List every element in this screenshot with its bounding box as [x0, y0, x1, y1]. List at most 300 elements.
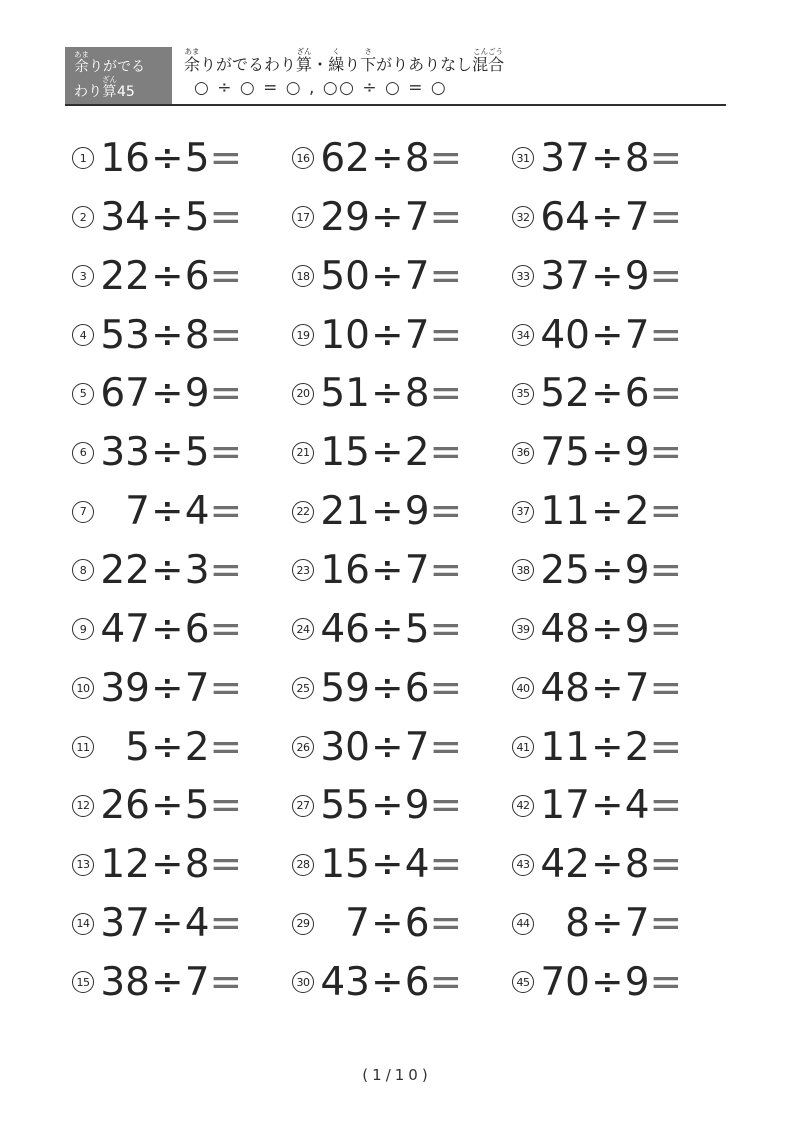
divisor: 2 — [624, 724, 650, 770]
dividend: 25 — [540, 547, 590, 593]
problem-number-badge: 41 — [512, 736, 534, 758]
equals-sign: = — [429, 901, 463, 947]
division-expression — [100, 547, 243, 593]
problem-row — [292, 541, 504, 600]
dividend: 59 — [320, 665, 370, 711]
divisor: 6 — [404, 901, 430, 947]
dividend: 11 — [540, 489, 590, 535]
problem-number-badge: 15 — [72, 971, 94, 993]
problem-row — [512, 541, 724, 600]
equals-sign: = — [649, 606, 683, 652]
division-expression — [540, 724, 683, 770]
divide-sign-icon: ÷ — [151, 371, 184, 417]
divisor: 9 — [624, 547, 650, 593]
division-expression — [320, 312, 463, 358]
division-expression — [540, 194, 683, 240]
problem-row — [512, 953, 724, 1012]
problem-row — [512, 188, 724, 247]
problem-row — [72, 659, 284, 718]
divide-sign-icon: ÷ — [151, 842, 184, 888]
dividend: 26 — [100, 783, 150, 829]
division-expression — [320, 783, 463, 829]
divide-sign-icon: ÷ — [591, 371, 624, 417]
dividend: 16 — [320, 547, 370, 593]
equals-sign: = — [649, 489, 683, 535]
divisor: 9 — [624, 959, 650, 1005]
dividend: 16 — [100, 135, 150, 181]
divisor: 8 — [404, 371, 430, 417]
divisor: 7 — [404, 194, 430, 240]
equals-sign: = — [209, 194, 243, 240]
divide-sign-icon: ÷ — [591, 194, 624, 240]
dividend: 37 — [100, 901, 150, 947]
divide-sign-icon: ÷ — [591, 842, 624, 888]
equals-sign: = — [649, 783, 683, 829]
dividend: 47 — [100, 606, 150, 652]
dividend: 40 — [540, 312, 590, 358]
division-expression — [100, 901, 243, 947]
problem-number-badge: 1 — [72, 147, 94, 169]
division-expression — [320, 430, 463, 476]
divisor: 2 — [624, 489, 650, 535]
divisor: 6 — [184, 253, 210, 299]
divisor: 3 — [184, 547, 210, 593]
dividend: 37 — [540, 135, 590, 181]
divisor: 4 — [184, 901, 210, 947]
division-expression — [320, 901, 463, 947]
problem-number-badge: 25 — [292, 677, 314, 699]
divisor: 9 — [624, 430, 650, 476]
problem-number-badge: 45 — [512, 971, 534, 993]
problem-row — [292, 718, 504, 777]
divide-sign-icon: ÷ — [151, 901, 184, 947]
divide-sign-icon: ÷ — [591, 959, 624, 1005]
problem-row — [72, 953, 284, 1012]
divide-sign-icon: ÷ — [151, 724, 184, 770]
dividend: 17 — [540, 783, 590, 829]
divide-sign-icon: ÷ — [591, 489, 624, 535]
divide-sign-icon: ÷ — [151, 430, 184, 476]
dividend: 43 — [320, 959, 370, 1005]
divide-sign-icon: ÷ — [591, 665, 624, 711]
problems-grid — [72, 129, 727, 1014]
ruby-segment: ・ — [312, 55, 329, 74]
division-expression — [540, 312, 683, 358]
division-expression — [100, 253, 243, 299]
divide-sign-icon: ÷ — [371, 606, 404, 652]
divide-sign-icon: ÷ — [371, 783, 404, 829]
problem-number-badge: 6 — [72, 442, 94, 464]
division-expression — [540, 665, 683, 711]
problem-number-badge: 12 — [72, 795, 94, 817]
problem-number-badge: 5 — [72, 383, 94, 405]
problem-number-badge: 30 — [292, 971, 314, 993]
problem-number-badge: 20 — [292, 383, 314, 405]
dividend: 55 — [320, 783, 370, 829]
problem-number-badge: 29 — [292, 913, 314, 935]
division-expression — [320, 665, 463, 711]
divide-sign-icon: ÷ — [591, 547, 624, 593]
divisor: 9 — [404, 489, 430, 535]
division-expression — [100, 842, 243, 888]
divisor: 9 — [624, 253, 650, 299]
problem-number-badge: 2 — [72, 206, 94, 228]
problem-number-badge: 7 — [72, 501, 94, 523]
equals-sign: = — [209, 783, 243, 829]
equals-sign: = — [429, 194, 463, 240]
problem-number-badge: 16 — [292, 147, 314, 169]
problem-number-badge: 24 — [292, 618, 314, 640]
problem-row — [72, 600, 284, 659]
problem-number-badge: 8 — [72, 559, 94, 581]
problem-number-badge: 37 — [512, 501, 534, 523]
division-expression — [100, 430, 243, 476]
division-expression — [100, 135, 243, 181]
problem-row — [512, 423, 724, 482]
division-expression — [320, 135, 463, 181]
problem-row — [292, 835, 504, 894]
dividend: 48 — [540, 606, 590, 652]
ruby-segment: りがでる — [89, 58, 145, 75]
division-expression — [540, 489, 683, 535]
dividend: 21 — [320, 489, 370, 535]
equals-sign: = — [429, 783, 463, 829]
division-expression — [100, 489, 243, 535]
problem-number-badge: 14 — [72, 913, 94, 935]
equals-sign: = — [209, 959, 243, 1005]
problem-row — [292, 776, 504, 835]
division-expression — [100, 606, 243, 652]
equals-sign: = — [209, 665, 243, 711]
dividend: 30 — [320, 724, 370, 770]
division-expression — [320, 606, 463, 652]
problem-row — [72, 188, 284, 247]
problem-number-badge: 32 — [512, 206, 534, 228]
divide-sign-icon: ÷ — [371, 371, 404, 417]
divisor: 7 — [404, 724, 430, 770]
problem-row — [512, 659, 724, 718]
problem-row — [292, 659, 504, 718]
equals-sign: = — [649, 194, 683, 240]
division-expression — [540, 371, 683, 417]
equals-sign: = — [649, 665, 683, 711]
ruby-segment: 45 — [117, 84, 135, 100]
division-expression — [540, 842, 683, 888]
equals-sign: = — [209, 135, 243, 181]
divisor: 7 — [184, 959, 210, 1005]
equals-sign: = — [429, 665, 463, 711]
equals-sign: = — [649, 430, 683, 476]
dividend: 22 — [100, 253, 150, 299]
divide-sign-icon: ÷ — [151, 606, 184, 652]
problem-row — [292, 129, 504, 188]
division-expression — [100, 665, 243, 711]
divisor: 7 — [404, 312, 430, 358]
problem-number-badge: 26 — [292, 736, 314, 758]
equals-sign: = — [649, 135, 683, 181]
problem-row — [72, 835, 284, 894]
ruby-segment: あま 余 — [74, 49, 89, 75]
problem-row — [512, 835, 724, 894]
divide-sign-icon: ÷ — [591, 253, 624, 299]
divisor: 7 — [624, 194, 650, 240]
problem-number-badge: 21 — [292, 442, 314, 464]
divisor: 8 — [624, 842, 650, 888]
division-expression — [540, 783, 683, 829]
header-body — [184, 47, 726, 98]
division-expression — [100, 959, 243, 1005]
problem-number-badge: 13 — [72, 854, 94, 876]
dividend: 50 — [320, 253, 370, 299]
divide-sign-icon: ÷ — [371, 724, 404, 770]
ruby-segment: さ 下 — [360, 47, 377, 74]
division-expression — [320, 547, 463, 593]
divide-sign-icon: ÷ — [591, 430, 624, 476]
equals-sign: = — [649, 842, 683, 888]
problem-number-badge: 4 — [72, 324, 94, 346]
division-expression — [320, 724, 463, 770]
problem-row — [72, 423, 284, 482]
dividend: 52 — [540, 371, 590, 417]
divisor: 7 — [184, 665, 210, 711]
equals-sign: = — [429, 253, 463, 299]
problem-number-badge: 36 — [512, 442, 534, 464]
ruby-segment: わり — [74, 84, 102, 100]
worksheet-title — [184, 48, 726, 74]
divisor: 9 — [404, 783, 430, 829]
problem-row — [72, 364, 284, 423]
division-expression — [100, 194, 243, 240]
equals-sign: = — [209, 724, 243, 770]
ruby-segment: ざん 算 — [296, 47, 313, 74]
problem-row — [512, 482, 724, 541]
divide-sign-icon: ÷ — [371, 547, 404, 593]
dividend: 8 — [565, 901, 590, 947]
division-expression — [100, 783, 243, 829]
equals-sign: = — [209, 547, 243, 593]
problem-row — [512, 364, 724, 423]
divide-sign-icon: ÷ — [151, 489, 184, 535]
division-expression — [320, 194, 463, 240]
divisor: 4 — [184, 489, 210, 535]
dividend: 39 — [100, 665, 150, 711]
dividend: 37 — [540, 253, 590, 299]
problem-row — [512, 129, 724, 188]
page-number-indicator: (1/10) — [362, 1066, 432, 1084]
problem-number-badge: 23 — [292, 559, 314, 581]
problems-column-3 — [512, 129, 724, 1012]
equals-sign: = — [649, 901, 683, 947]
equals-sign: = — [209, 312, 243, 358]
divisor: 5 — [404, 606, 430, 652]
ruby-segment: がりありなし — [376, 55, 473, 74]
division-expression — [320, 489, 463, 535]
problem-number-badge: 40 — [512, 677, 534, 699]
divisor: 7 — [624, 312, 650, 358]
equals-sign: = — [209, 606, 243, 652]
divisor: 6 — [404, 959, 430, 1005]
divide-sign-icon: ÷ — [371, 842, 404, 888]
divide-sign-icon: ÷ — [371, 665, 404, 711]
dividend: 34 — [100, 194, 150, 240]
divide-sign-icon: ÷ — [371, 959, 404, 1005]
problems-column-2 — [292, 129, 504, 1012]
division-expression — [540, 430, 683, 476]
problem-row — [292, 423, 504, 482]
divide-sign-icon: ÷ — [151, 253, 184, 299]
dividend: 15 — [320, 842, 370, 888]
equals-sign: = — [649, 312, 683, 358]
worksheet-formula-pattern: ○ ÷ ○ = ○ , ○○ ÷ ○ = ○ — [194, 78, 448, 99]
equals-sign: = — [429, 724, 463, 770]
ruby-segment: く 繰 — [328, 47, 345, 74]
divide-sign-icon: ÷ — [151, 959, 184, 1005]
problem-number-badge: 10 — [72, 677, 94, 699]
division-expression — [100, 371, 243, 417]
dividend: 10 — [320, 312, 370, 358]
division-expression — [100, 312, 243, 358]
equals-sign: = — [209, 253, 243, 299]
ruby-segment: あま 余 — [184, 47, 201, 74]
divisor: 8 — [184, 842, 210, 888]
dividend: 22 — [100, 547, 150, 593]
equals-sign: = — [209, 901, 243, 947]
worksheet-header — [65, 47, 726, 106]
problem-number-badge: 9 — [72, 618, 94, 640]
problem-number-badge: 31 — [512, 147, 534, 169]
divisor: 7 — [404, 253, 430, 299]
divisor: 4 — [624, 783, 650, 829]
equals-sign: = — [429, 371, 463, 417]
ruby-segment: りがでるわり — [200, 55, 297, 74]
problem-number-badge: 43 — [512, 854, 534, 876]
divisor: 9 — [624, 606, 650, 652]
equals-sign: = — [649, 253, 683, 299]
problem-number-badge: 18 — [292, 265, 314, 287]
equals-sign: = — [429, 430, 463, 476]
divide-sign-icon: ÷ — [591, 606, 624, 652]
dividend: 64 — [540, 194, 590, 240]
divisor: 7 — [624, 665, 650, 711]
divide-sign-icon: ÷ — [151, 783, 184, 829]
problem-row — [292, 482, 504, 541]
equals-sign: = — [429, 135, 463, 181]
problem-row — [292, 953, 504, 1012]
problems-column-1 — [72, 129, 284, 1012]
problem-row — [292, 894, 504, 953]
equals-sign: = — [429, 547, 463, 593]
problem-number-badge: 19 — [292, 324, 314, 346]
division-expression — [100, 724, 243, 770]
problem-row — [512, 718, 724, 777]
divisor: 7 — [404, 547, 430, 593]
division-expression — [540, 253, 683, 299]
divide-sign-icon: ÷ — [151, 547, 184, 593]
problem-number-badge: 27 — [292, 795, 314, 817]
ruby-segment: ざん 算 — [102, 75, 117, 100]
dividend: 5 — [125, 724, 150, 770]
divide-sign-icon: ÷ — [591, 135, 624, 181]
divide-sign-icon: ÷ — [371, 312, 404, 358]
dividend: 33 — [100, 430, 150, 476]
problem-row — [72, 482, 284, 541]
divide-sign-icon: ÷ — [371, 135, 404, 181]
divide-sign-icon: ÷ — [371, 253, 404, 299]
problem-number-badge: 11 — [72, 736, 94, 758]
divisor: 7 — [624, 901, 650, 947]
dividend: 48 — [540, 665, 590, 711]
problem-row — [512, 894, 724, 953]
equals-sign: = — [209, 371, 243, 417]
problem-row — [292, 188, 504, 247]
divide-sign-icon: ÷ — [591, 901, 624, 947]
problem-number-badge: 33 — [512, 265, 534, 287]
divisor: 6 — [184, 606, 210, 652]
divide-sign-icon: ÷ — [151, 135, 184, 181]
division-expression — [540, 959, 683, 1005]
dividend: 51 — [320, 371, 370, 417]
problem-row — [72, 541, 284, 600]
division-expression — [540, 606, 683, 652]
problem-row — [512, 600, 724, 659]
dividend: 38 — [100, 959, 150, 1005]
divisor: 5 — [184, 194, 210, 240]
divide-sign-icon: ÷ — [371, 430, 404, 476]
divisor: 6 — [404, 665, 430, 711]
worksheet-series-badge — [65, 47, 172, 104]
equals-sign: = — [209, 489, 243, 535]
equals-sign: = — [429, 959, 463, 1005]
dividend: 70 — [540, 959, 590, 1005]
divisor: 6 — [624, 371, 650, 417]
division-expression — [540, 901, 683, 947]
divide-sign-icon: ÷ — [591, 783, 624, 829]
equals-sign: = — [209, 430, 243, 476]
divide-sign-icon: ÷ — [151, 194, 184, 240]
problem-number-badge: 44 — [512, 913, 534, 935]
divide-sign-icon: ÷ — [371, 901, 404, 947]
problem-number-badge: 34 — [512, 324, 534, 346]
problem-row — [72, 776, 284, 835]
division-expression — [320, 371, 463, 417]
dividend: 62 — [320, 135, 370, 181]
dividend: 12 — [100, 842, 150, 888]
divisor: 8 — [404, 135, 430, 181]
divisor: 8 — [624, 135, 650, 181]
equals-sign: = — [429, 842, 463, 888]
dividend: 42 — [540, 842, 590, 888]
problem-row — [72, 718, 284, 777]
divisor: 5 — [184, 783, 210, 829]
equals-sign: = — [429, 606, 463, 652]
problem-row — [72, 306, 284, 365]
dividend: 15 — [320, 430, 370, 476]
dividend: 53 — [100, 312, 150, 358]
problem-number-badge: 35 — [512, 383, 534, 405]
problem-row — [292, 600, 504, 659]
equals-sign: = — [649, 724, 683, 770]
equals-sign: = — [429, 312, 463, 358]
equals-sign: = — [429, 489, 463, 535]
divide-sign-icon: ÷ — [371, 194, 404, 240]
divisor: 5 — [184, 135, 210, 181]
divide-sign-icon: ÷ — [151, 312, 184, 358]
problem-row — [292, 306, 504, 365]
divisor: 4 — [404, 842, 430, 888]
divide-sign-icon: ÷ — [591, 724, 624, 770]
problem-row — [292, 247, 504, 306]
ruby-segment: こんごう 混合 — [472, 47, 505, 74]
